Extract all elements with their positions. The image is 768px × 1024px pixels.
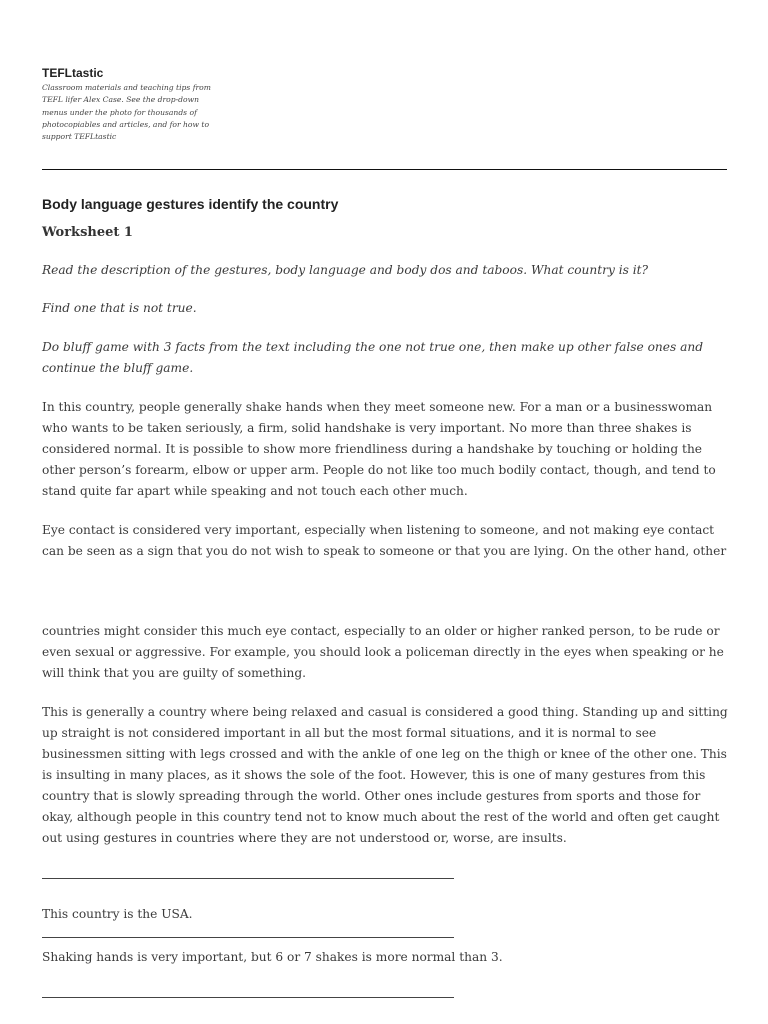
paragraph-handshake: In this country, people generally shake hands when they meet someone new. For a man or a businesswoman who wants to be taken seriously, a firm, solid handshake is very important. No more than three shakes is considered normal. It is possible to show more friendliness during a handshake by touching or holding the other person’s forearm, elbow or upper arm. People do not like too much bodily contact, though, and tend to stand quite far apart while speaking and not touch each other much. — [42, 400, 716, 498]
paragraph-eye-contact: Eye contact is considered very important, especially when listening to someone, and not making eye contact can be seen as a sign that you do not wish to speak to someone or that you are lying. On the other hand, other — [42, 523, 727, 558]
separator-line — [42, 997, 454, 998]
site-description: Classroom materials and teaching tips from TEFL lifer Alex Case. See the drop-down menus under the photo for thousands of photocopiables and articles, and for how to support TEFLtastic — [42, 83, 211, 142]
paragraph-posture: This is generally a country where being relaxed and casual is considered a good thing. Standing up and sitting up straight is not considered important in all but the most formal situations, and it is normal to see businessmen sitting with legs crossed and with the ankle of one leg on the thigh or knee of the other one. This is insulting in many places, as it shows the sole of the foot. However, this is one of many gestures from this country that is slowly spreading through the world. Other ones include gestures from sports and those for okay, although people in this country tend not to know much about the rest of the world and often get caught out using gestures in countries where they are not understood or, worse, are insults. — [42, 705, 728, 845]
worksheet-label: Worksheet 1 — [42, 225, 133, 240]
separator-line — [42, 878, 454, 879]
article-title: Body language gestures identify the country — [42, 196, 339, 212]
separator-line — [42, 937, 454, 938]
instruction-2: Find one that is not true. — [42, 301, 197, 315]
instruction-3: Do bluff game with 3 facts from the text including the one not true one, then make up other false ones and continue the bluff game. — [42, 340, 704, 375]
answer-country: This country is the USA. — [42, 907, 193, 921]
paragraph-eye-contact-continued: countries might consider this much eye contact, especially to an older or higher ranked person, to be rude or even sexual or aggressive. For example, you should look a policeman directly in the eyes when speaking or he will think that you are guilty of something. — [42, 624, 724, 680]
answer-false-fact: Shaking hands is very important, but 6 or 7 shakes is more normal than 3. — [42, 950, 503, 964]
instruction-1: Read the description of the gestures, body language and body dos and taboos. What country is it? — [42, 263, 649, 277]
header-divider — [42, 169, 727, 170]
site-title[interactable]: TEFLtastic — [42, 66, 104, 80]
